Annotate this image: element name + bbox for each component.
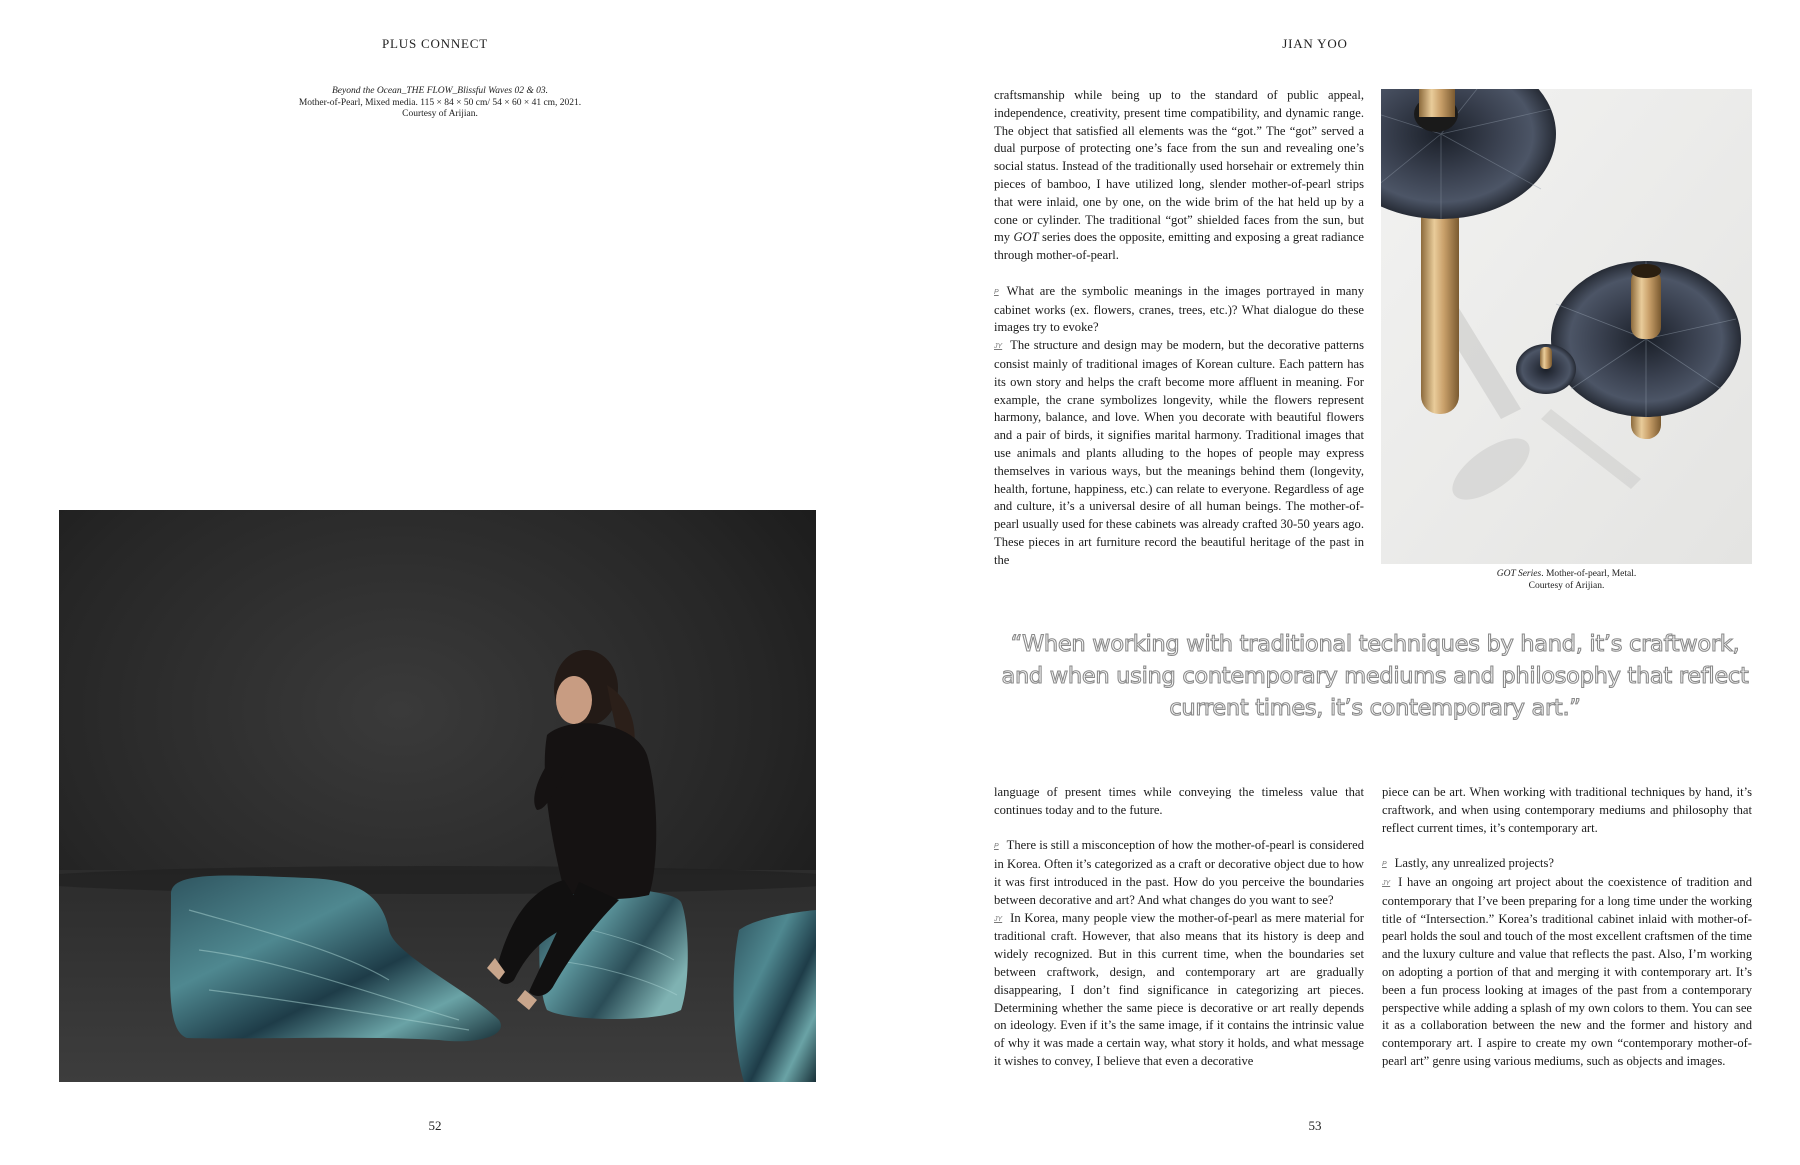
caption-title: GOT Series xyxy=(1496,569,1542,579)
text-column-bottom-right xyxy=(1382,784,1752,1071)
answer-unrealized-projects xyxy=(1382,874,1752,1071)
question-unrealized-projects xyxy=(1382,855,1752,874)
text-column-top xyxy=(994,87,1364,570)
paragraph-got-intro xyxy=(994,87,1364,265)
answer-misconception xyxy=(994,910,1364,1071)
text-run: series does the opposite, emitting and exposing a great radiance through mother-of-pearl. xyxy=(994,230,1364,263)
paragraph-continuation: piece can be art. When working with traditional techniques by hand, it’s craftwork, and when using contemporary mediums and philosophy that reflect current times, it’s contemporary art. xyxy=(1382,785,1752,835)
caption-credit: Courtesy of Arijian. xyxy=(402,109,478,119)
page-number-left: 52 xyxy=(428,1118,442,1133)
caption-details: . Mother-of-pearl, Metal. xyxy=(1541,569,1637,579)
text-run: craftsmanship while being up to the standard of public appeal, independence, creativity, present time compatibility, and dynamic range. The object that satisfied all elements was the “got.” The “got” served a dual purpose of protecting one’s face from the sun and revealing one’s social status. Instead of the traditionally used horsehair or extremely thin pieces of bamboo, I have utilized long, slender mother-of-pearl strips that were inlaid, one by one, on the wide brim of the hat held up by a cone or cylinder. The traditional “got” shielded faces from the sun, but my xyxy=(994,88,1364,245)
caption-details: Mother-of-Pearl, Mixed media. 115 × 84 × 50 cm/ 54 × 60 × 41 cm, 2021. xyxy=(298,97,582,108)
page-number-right: 53 xyxy=(1308,1118,1322,1133)
caption-line xyxy=(1381,569,1752,581)
question-symbolic-meanings xyxy=(994,283,1364,337)
question-text: Lastly, any unrealized projects? xyxy=(1394,856,1555,871)
running-head-left: PLUS CONNECT xyxy=(381,36,489,51)
caption-title: Beyond the Ocean_THE FLOW_Blissful Waves 02 & 03. xyxy=(331,86,548,96)
caption-credit: Courtesy of Arijian. xyxy=(1528,580,1605,591)
photo-scene-illustration xyxy=(59,510,816,1082)
pull-quote: “When working with traditional techniques by hand, it’s craftwork, and when using contemporary mediums and philosophy that reflect current times, it’s contemporary art.” xyxy=(1001,631,1749,721)
interviewer-tag: P xyxy=(1382,861,1387,869)
answer-text: I have an ongoing art project about the coexistence of tradition and contemporary that I’ve been preparing for a long time under the working title of “Intersection.” Korea’s traditional cabinet inlaid with mother-of-pearl holds the soul and touch of the most excellent craftsmen of the time and the luxury culture and value that reflects the past. Also, I’m working on adopting a portion of that and merging it with contemporary art. It’s been a fun process looking at images of the past from a contemporary perspective while adding a splash of my own colors to them. You can see it as a collaboration between the new and the former and history and contemporary art. I aspire to create my own “contemporary mother-of-pearl art” genre using various mediums, such as objects and images. xyxy=(1382,874,1752,1068)
text-column-bottom-left xyxy=(994,784,1364,1071)
paragraph-continuation: language of present times while conveying the timeless value that continues today and to the future. xyxy=(994,785,1364,817)
photo-caption-left xyxy=(290,86,590,121)
running-head-right: JIAN YOO xyxy=(1282,36,1348,51)
answer-text: In Korea, many people view the mother-of-pearl as mere material for traditional craft. However, that also means that its history is deep and widely recognized. But in this current time, when the boundaries set between craftwork, design, and contemporary art are gradually disappearing, I don’t find significance in categorizing art pieces. Determining whether the same piece is decorative or art really depends on ideology. Even if it’s the same image, if it contains the intrinsic value of why it was made a certain way, what story it holds, and what message it wishes to convey, I believe that even a decorative xyxy=(994,910,1364,1068)
interviewer-tag: P xyxy=(994,843,999,851)
text-italic: GOT xyxy=(1013,230,1039,245)
interviewee-tag: JY xyxy=(994,343,1003,351)
photo-got-series xyxy=(1381,89,1752,564)
answer-text: The structure and design may be modern, but the decorative patterns consist mainly of traditional images of Korean culture. Each pattern has its own story and helps the craft become more affluent in meaning. For example, the crane symbolizes longevity, while the flowers represent harmony, balance, and love. When you decorate with beautiful flowers and a pair of birds, it signifies marital harmony. Traditional images that use animals and plants alluding to the hopes of people may express themselves in various ways, but the meanings behind them (longevity, health, fortune, happiness, etc.) can relate to everyone. Regardless of age and culture, it’s a universal desire of all human beings. The mother-of-pearl usually used for these cabinets was already crafted 30-50 years ago. These pieces in art furniture record the beautiful heritage of the past in the xyxy=(994,338,1364,567)
photo-woman-on-pearl-sculptures xyxy=(59,510,816,1082)
interviewer-tag: P xyxy=(994,288,999,296)
question-text: What are the symbolic meanings in the images portrayed in many cabinet works (ex. flowers, cranes, trees, etc.)? What dialogue do these images try to evoke? xyxy=(994,283,1364,335)
photo-caption-got xyxy=(1381,569,1752,592)
interviewee-tag: JY xyxy=(1382,879,1391,887)
question-text: There is still a misconception of how the mother-of-pearl is considered in Korea. Often it’s categorized as a craft or decorative object due to how it was first introduced in the past. How do you perceive the boundaries between decorative and art? And what changes do you want to see? xyxy=(994,838,1364,907)
got-series-illustration xyxy=(1381,89,1752,564)
answer-symbolic-meanings xyxy=(994,337,1364,569)
question-misconception xyxy=(994,837,1364,909)
right-page xyxy=(900,0,1800,1165)
interviewee-tag: JY xyxy=(994,915,1003,923)
